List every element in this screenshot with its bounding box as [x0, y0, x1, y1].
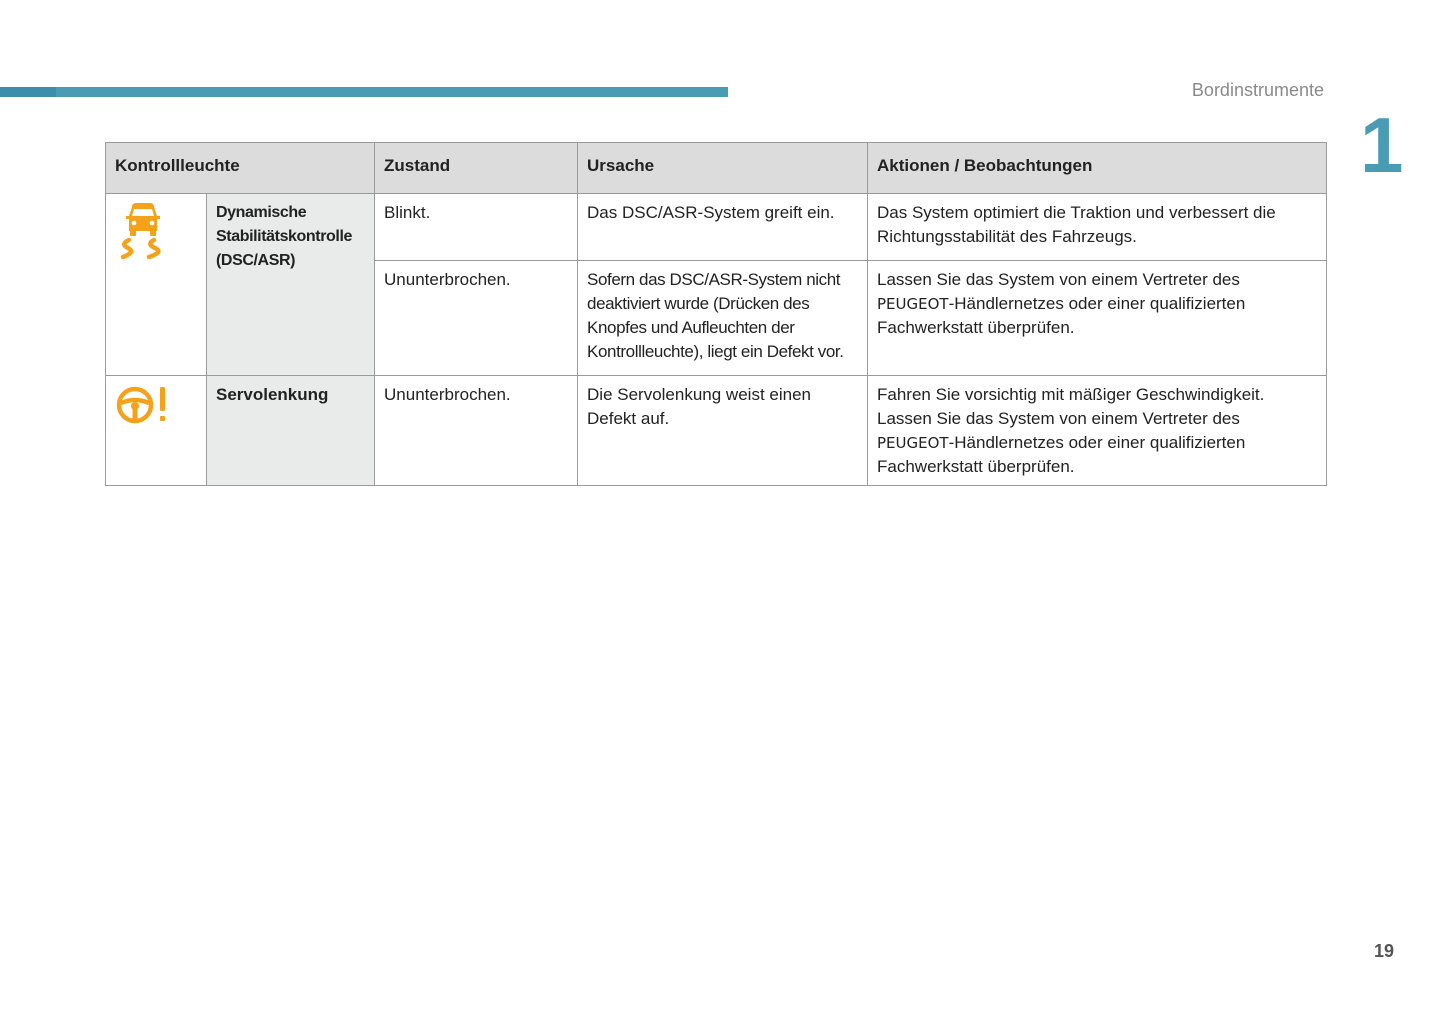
aktionen-cell	[868, 261, 1327, 376]
column-header-ursache: Ursache	[578, 143, 868, 194]
aktionen-text: -Händlernetzes oder einer qualifizierten Fachwerkstatt überprüfen.	[877, 294, 1246, 337]
zustand-cell: Ununterbrochen.	[375, 376, 578, 486]
section-title: Bordinstrumente	[1191, 80, 1324, 100]
header-accent-bar	[0, 87, 728, 97]
zustand-cell: Ununterbrochen.	[375, 261, 578, 376]
brand-name: PEUGEOT	[877, 295, 949, 313]
warning-lights-table	[105, 142, 1327, 486]
brand-name: PEUGEOT	[877, 434, 949, 452]
traction-control-icon	[115, 201, 171, 259]
aktionen-cell: Das System optimiert die Traktion und verbessert die Richtungsstabilität des Fahrzeugs.	[868, 194, 1327, 261]
aktionen-text: Lassen Sie das System von einem Vertreter des	[877, 409, 1240, 428]
chapter-number: 1	[1360, 101, 1404, 189]
warning-light-name: Dynamische Stabilitätskontrolle (DSC/ASR)	[207, 194, 375, 376]
column-header-kontrollleuchte: Kontrollleuchte	[106, 143, 375, 194]
aktionen-text: Fahren Sie vorsichtig mit mäßiger Geschwindigkeit.	[877, 385, 1265, 404]
table-row	[106, 376, 1327, 486]
zustand-cell: Blinkt.	[375, 194, 578, 261]
icon-cell	[106, 194, 207, 376]
aktionen-cell	[868, 376, 1327, 486]
power-steering-warning-icon	[115, 383, 173, 427]
warning-light-name: Servolenkung	[207, 376, 375, 486]
ursache-cell: Sofern das DSC/ASR-System nicht deaktiviert wurde (Drücken des Knopfes und Aufleuchten der Kontrollleuchte), liegt ein Defekt vor.	[578, 261, 868, 376]
aktionen-text: -Händlernetzes oder einer qualifizierten Fachwerkstatt überprüfen.	[877, 433, 1246, 476]
table-header-row	[106, 143, 1327, 194]
column-header-zustand: Zustand	[375, 143, 578, 194]
icon-cell	[106, 376, 207, 486]
ursache-cell: Die Servolenkung weist einen Defekt auf.	[578, 376, 868, 486]
page-number: 19	[1374, 941, 1395, 961]
column-header-aktionen: Aktionen / Beobachtungen	[868, 143, 1327, 194]
aktionen-text: Lassen Sie das System von einem Vertreter des	[877, 270, 1240, 289]
ursache-cell: Das DSC/ASR-System greift ein.	[578, 194, 868, 261]
table-row	[106, 194, 1327, 261]
